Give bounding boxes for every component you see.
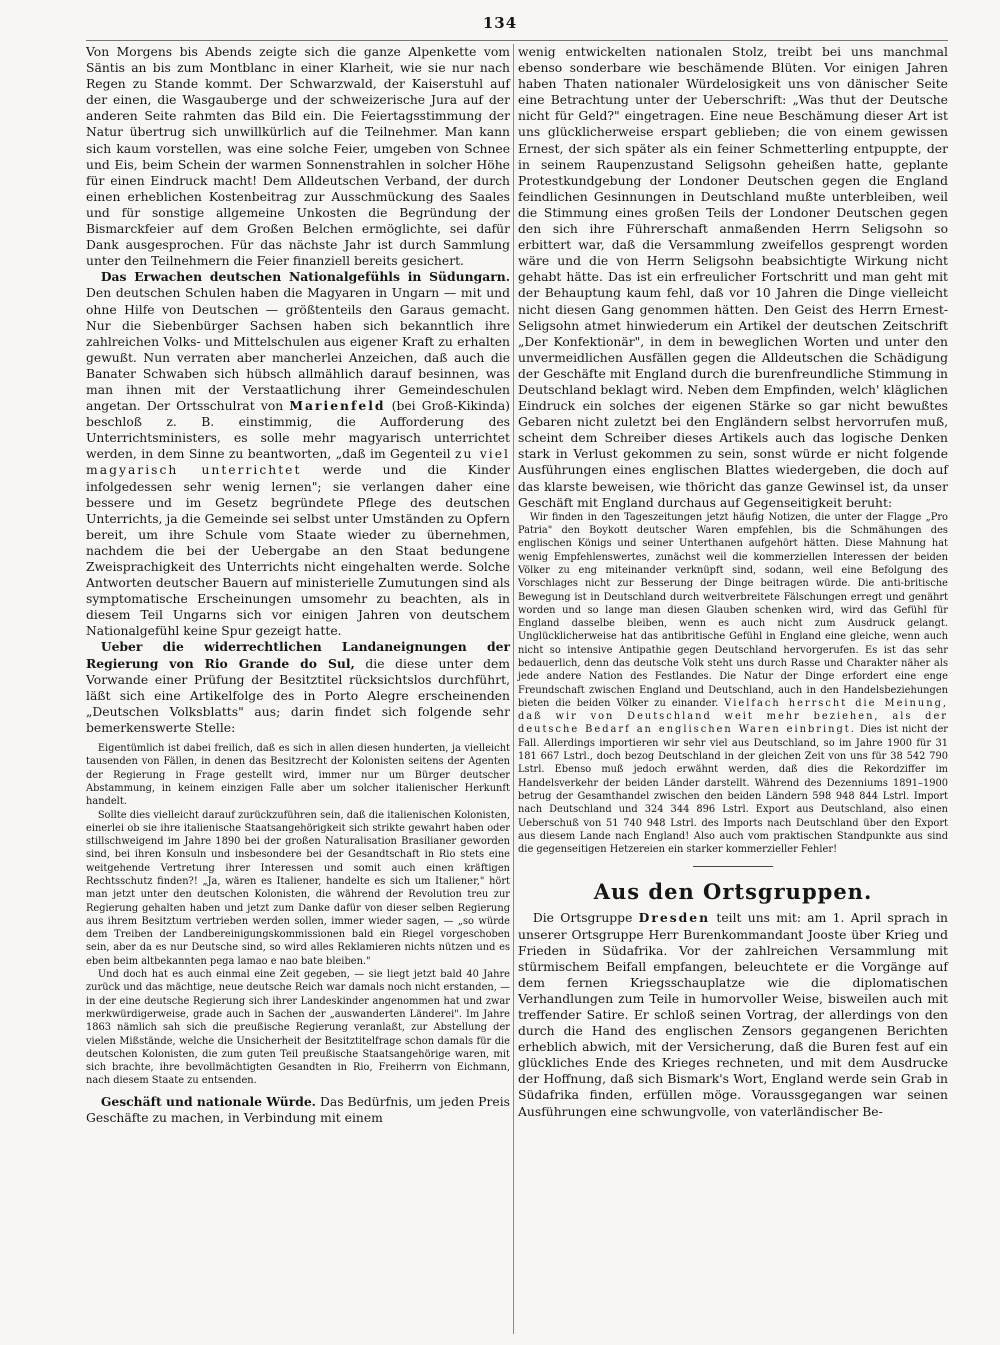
paragraph-national-dignity-cont: wenig entwickelten nationalen Stolz, treibt bei uns manchmal ebenso sonderbare wie beschämende Blüten. Vor einigen Jahren haben Thaten nationaler Würdelosigkeit uns von dänischer Seite eine Betrachtung unter der Ueberschrift: „Was thut der Deutsche nicht für Geld?" eingetragen. Eine neue Beschämung dieser Art ist uns glücklicherweise erspart geblieben; die von einem gewissen Ernest, der sich später als ein feiner Schmetterling entpuppte, der in seinem Raupenzustand Seligsohn geheißen hatte, geplante Protestkundgebung der Londoner Deutschen gegen die England feindlichen Gesinnungen in Deutschland mußte unterbleiben, weil die Stimmung eines großen Teils der Londoner Deutschen gegen den sich ihre Führerschaft anmaßenden Herrn Seligsohn so erbittert war, daß die Versammlung zweifellos gesprengt worden wäre und die von Herrn Seligsohn beabsichtigte Wirkung nicht gehabt hätte. Das ist ein erfreulicher Fortschritt und man geht mit der Behauptung kaum fehl, daß vor 10 Jahren die Dinge vielleicht nicht diesen Gang genommen hätten. Den Geist des Herrn Ernest-Seligsohn atmet hinwiederum ein Artikel der deutschen Zeitschrift „Der Konfektionär", in dem in beweglichen Worten und unter den unvermeidlichen Ausfällen gegen die Alldeutschen die Schädigung der Geschäfte mit England durch die burenfreundliche Stimmung in Deutschland beklagt wird. Neben dem Empfinden, welch' kläglichen Eindruck ein solches der eigenen Stärke so gar nicht bewußtes Gebaren nicht zuletzt bei den Engländern selbst hervorrufen muß, scheint dem Schreiber dieses Artikels auch das logische Denken stark in Verlust gekommen zu sein, sonst würde er nicht folgende Ausführungen eines englischen Blattes wiedergeben, die doch auf das klarste beweisen, wie thöricht das ganze Gewinsel ist, da unser Geschäft mit England durchaus auf Gegenseitigkeit beruht: [518, 45, 948, 510]
paragraph-text: die diese unter dem Vorwande einer Prüfung der Besitztitel rücksichtslos durchführt, läßt sich eine Artikelfolge des in Porto Alegre erscheinenden „Deutschen Volksblatts" aus; darin findet sich folgende sehr bemerkenswerte Stelle: [86, 656, 510, 735]
article-heading-rio-grande: Ueber die widerrechtlichen Landaneignungen der Regierung von Rio Grande do Sul, [86, 639, 510, 671]
left-column [86, 44, 510, 1126]
paragraph-text: (bei Groß-Kikinda) beschloß z. B. einstimmig, die Aufforderung des Unterrichtsministers, es solle mehr magyarisch unterrichtet werden, in dem Sinne zu beantworten, „daß im Gegenteil [86, 399, 510, 462]
paragraph-text: teilt uns mit: am 1. April sprach in unserer Ortsgruppe Herr Burenkommandant Jooste über Krieg und Frieden in Südafrika. Vor der zahlreichen Versammlung mit stürmischem Beifall empfangen, beleuchtete er die Vorgänge auf dem fernen Kriegsschauplatze wie die diplomatischen Verhandlungen zum Teile in humorvoller Weise, bisweilen auch mit treffender Satire. Er schloß seinen Vortrag, der allerdings von den durch die Hand des englischen Zensors gegangenen Berichten erheblich abwich, mit der Versicherung, daß die Buren fest auf ein glückliches Ende des Krieges rechneten, und mit dem Ausdrucke der Hoffnung, daß sich Bismark's Wort, England werde sein Grab in Südafrika finden, erfüllen möge. Voraussgegangen war seinen Ausführungen eine schwungvolle, von vaterländischer Be- [518, 911, 948, 1119]
quote-paragraph-1: Eigentümlich ist dabei freilich, daß es sich in allen diesen hunderten, ja vielleicht tausenden von Fällen, in denen das Besitzrecht der Kolonisten seitens der Agenten der Regierung in Frage gestellt wird, immer nur um Bürger deutscher Abstammung, in keinem einzigen Falle aber um solcher italienischer Herkunft handelt. [86, 743, 510, 808]
quote-text: Wir finden in den Tageszeitungen jetzt häufig Notizen, die unter der Flagge „Pro Patria" den Boykott deutscher Waren empfehlen, bis die Schmähungen des englischen Königs und seiner Unterthanen aufgehört hätten. Diese Mahnung hat wenig Empfehlenswertes, zunächst weil die kommerziellen Interessen der beiden Völker zu eng miteinander verknüpft sind, sodann, weil eine Befolgung des Vorschlages nicht zur Besserung der Dinge beitragen würde. Die anti-britische Bewegung ist in Deutschland durch weitverbreitete Fälschungen erregt und genährt worden und so lange man diesen Glauben schenken wird, wird das Gefühl für England dasselbe bleiben, wenn es auch nicht zum Ausdruck gelangt. Unglücklicherweise hat das antibritische Gefühl in England eine gleiche, wenn auch nicht so intensive Antipathie gegen Deutschland hervorgerufen. Es ist das sehr bedauerlich, denn das deutsche Volk steht uns durch Rasse und Charakter näher als jede andere Nation des Festlandes. Die Natur der Dinge erfordert eine enge Freundschaft zwischen England und Deutschland, auch in den Handelsbeziehungen bieten die beiden Völker zu einander. [518, 511, 948, 709]
city-name-dresden: Dresden [638, 910, 711, 926]
quote-english-paper [518, 511, 948, 857]
paragraph-text: Die Ortsgruppe [532, 911, 639, 926]
section-title-ortsgruppen: Aus den Ortsgruppen. [593, 879, 873, 905]
spaced-emphasis: zu viel magyarisch unterrichtet [86, 447, 510, 478]
article-heading-national-dignity: Geschäft und nationale Würde. [100, 1093, 316, 1109]
place-name-marienfeld: Marienfeld [289, 398, 386, 414]
column-divider [513, 44, 514, 1334]
header-rule [86, 40, 948, 41]
article-heading-south-hungary: Das Erwachen deutschen Nationalgefühls in Südungarn. [100, 269, 510, 285]
quote-paragraph-2: Sollte dies vielleicht darauf zurückzuführen sein, daß die italienischen Kolonisten, einerlei ob sie ihre italienische Staatsangehörigkeit sich strikte gewahrt haben oder stillschweigend im Jahre 1890 bei der großen Naturalisation Brasilianer geworden sind, bei ihren Konsuln und insbesondere bei der Gesandtschaft in Rio stets eine weitgehende Vertretung ihrer Interessen und somit auch einen kräftigen Rechtsschutz finden?! „Ja, wären es Italiener, handelte es sich um Italiener," hört man jetzt unter den deutschen Kolonisten, die während der Revolution treu zur Regierung gehalten haben und jetzt zum Danke dafür von dieser selben Regierung aus ihrem Besitztum vertrieben werden sollen, immer wieder sagen, — „so würde dem Treiben der Landbereinigungskommissionen bald ein Riegel vorgeschoben sein, aber da es nur Deutsche sind, so wird alles Reklamieren nichts nützen und es eben beim altbekannten pega lamao e nao bate bleiben." [86, 809, 510, 967]
paragraph-text: Das Bedürfnis, um jeden Preis Geschäfte zu machen, in Verbindung mit einem [86, 1094, 510, 1125]
page-number: 134 [482, 14, 518, 32]
paragraph-rio-grande [86, 639, 510, 736]
quote-text: Dies ist nicht der Fall. Allerdings importieren wir sehr viel aus Deutschland, so im Jahre 1900 für 31 181 667 Lstrl., doch bezog Deutschland in der gleichen Zeit von uns für 38 542 790 Lstrl. Ebenso muß jedoch erwähnt werden, daß dies die Rekordziffer im Handelsverkehr der beiden Länder darstellt. Während des Dezenniums 1891–1900 betrug der Gesamthandel zwischen den beiden Ländern 598 948 844 Lstrl. Import nach Deutschland und 324 344 896 Lstrl. Export aus Deutschland, also einen Ueberschuß von 51 740 948 Lstrl. des Imports nach Deutschland über den Export aus diesem Lande nach England! Also auch vom praktischen Standpunkte aus sind die gegenseitigen Hetzereien ein starker kommerzieller Fehler! [518, 724, 948, 856]
paragraph-dresden [518, 910, 948, 1119]
quote-paragraph-3: Und doch hat es auch einmal eine Zeit gegeben, — sie liegt jetzt bald 40 Jahre zurück und das mächtige, neue deutsche Reich war damals noch nicht erstanden, — in der eine deutsche Regierung sich ihrer Landeskinder angenommen hat und zwar merkwürdigerweise, grade auch in Sachen der „auswanderten Länderei". Im Jahre 1863 nämlich sah sich die preußische Regierung veranlaßt, zur Abstellung der vielen Mißstände, welche die Unsicherheit der Besitztitelfrage schon damals für die deutschen Kolonisten, die zum guten Teil preußische Staatsangehörige waren, mit sich brachte, ihre bevollmächtigten Gesandten in Rio, Freiherrn von Eichmann, nach diesem Staate zu entsenden. [86, 969, 510, 1087]
paragraph-text: werde und die Kinder infolgedessen sehr wenig lernen"; sie verlangen daher eine bessere und im Gesetz begründete Pflege des deutschen Unterrichts, ja die Gemeinde sei selbst unter Umständen zu Opfern bereit, um ihre Schule vom Staate wieder zu übernehmen, nachdem die bei der Uebergabe an den Staat bedungene Zweisprachigkeit des Unterrichts nicht eingehalten werde. Solche Antworten deutscher Bauern auf ministerielle Zumutungen sind als symptomatische Erscheinungen umsomehr zu beachten, als in diesem Teil Ungarns sich vor einigen Jahren von deutschem Nationalgefühl keine Spur gezeigt hatte. [86, 463, 510, 639]
paragraph-south-hungary [86, 269, 510, 639]
paragraph-national-dignity [86, 1094, 510, 1126]
paragraph-text: Den deutschen Schulen haben die Magyaren in Ungarn — mit und ohne Hilfe von Deutschen — größtenteils den Garaus gemacht. Nur die Siebenbürger Sachsen haben sich bekanntlich ihre zahlreichen Volks- und Mittelschulen aus eigener Kraft zu erhalten gewußt. Nun verraten aber mancherlei Anzeichen, daß auch die Banater Schwaben sich hübsch allmählich darauf besinnen, was man ihnen mit der Verstaatlichung ihrer Gemeindeschulen angetan. Der Ortsschulrat von [86, 286, 510, 414]
section-rule [693, 866, 773, 867]
paragraph-alpine-festival: Von Morgens bis Abends zeigte sich die ganze Alpenkette vom Säntis an bis zum Montblanc in einer Klarheit, wie sie nur nach Regen zu Stande kommt. Der Schwarzwald, der Kaiserstuhl auf der einen, die Wasgauberge und der schweizerische Jura auf der anderen Seite rahmten das Bild ein. Die Feiertagsstimmung der Natur übertrug sich unwillkürlich auf die Teilnehmer. Man kann sich kaum vorstellen, was eine solche Feier, umgeben von Schnee und Eis, beim Schein der warmen Sonnenstrahlen in solcher Höhe für einen Eindruck macht! Dem Alldeutschen Verband, der durch einen erheblichen Kostenbeitrag zur Ausschmückung des Saales und für sonstige allgemeine Unkosten die Begründung der Bismarckfeier auf dem Großen Belchen ermöglichte, sei dafür Dank ausgesprochen. Für das nächste Jahr ist durch Sammlung unter den Teilnehmern die Feier finanziell bereits gesichert. [86, 45, 510, 269]
spaced-emphasis: Vielfach herrscht die Meinung, daß wir von Deutschland weit mehr beziehen, als der deutsche Bedarf an englischen Waren einbringt. [518, 697, 948, 736]
right-column [518, 44, 948, 1120]
